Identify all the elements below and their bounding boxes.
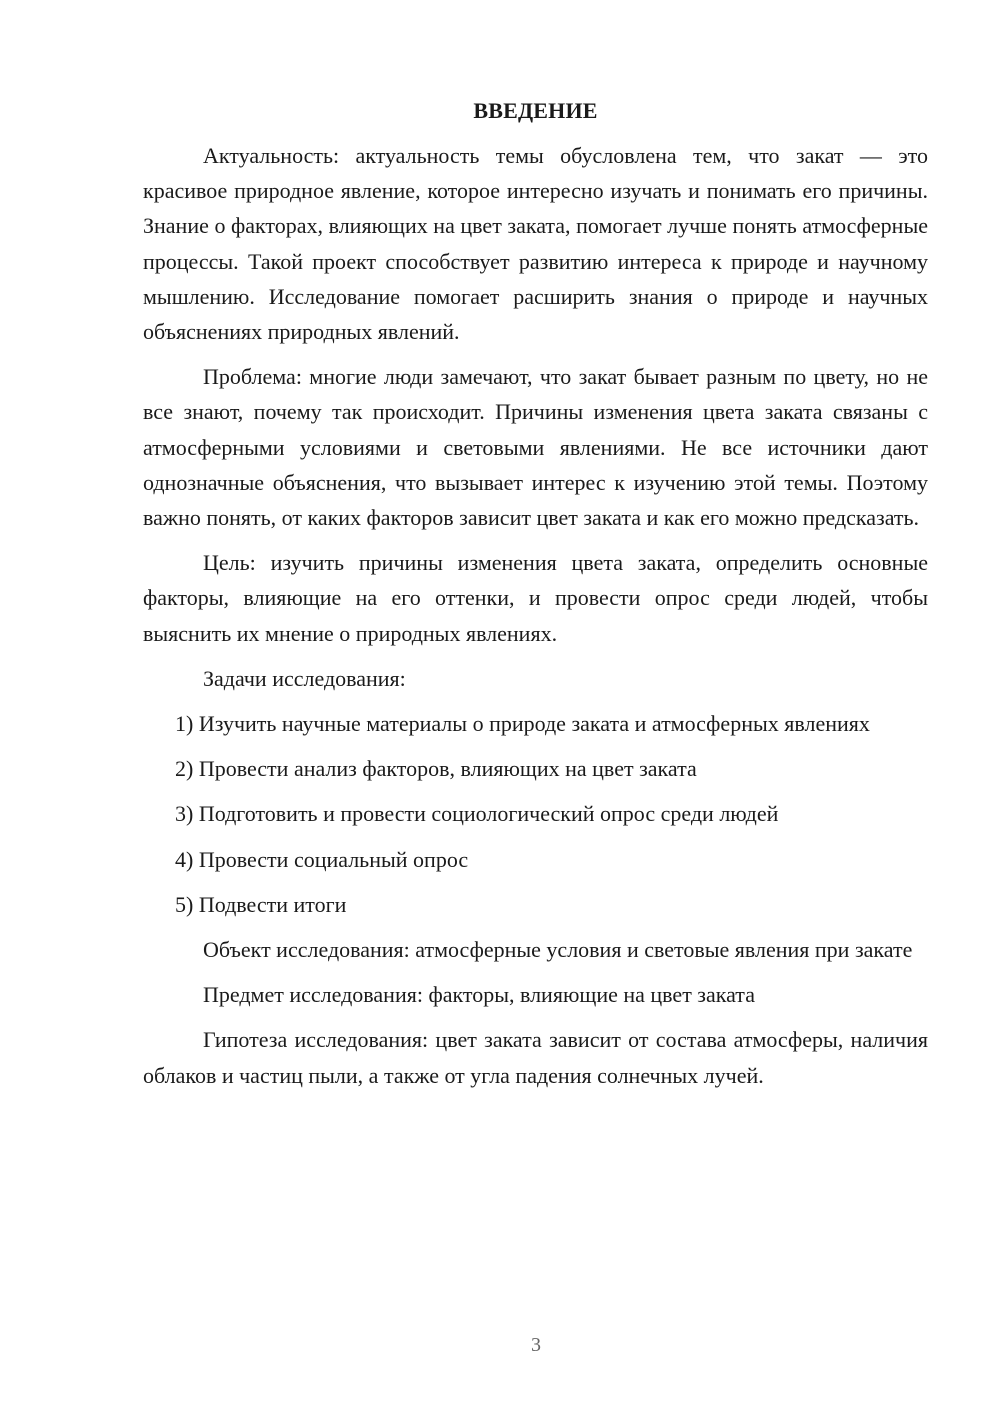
- task-item-1: 1) Изучить научные материалы о природе заката и атмосферных явлениях: [175, 711, 870, 737]
- page-number: 3: [531, 1334, 541, 1356]
- paragraph-relevance: Актуальность: актуальность темы обусловлена тем, что закат — это красивое природное явление, которое интересно изучать и понимать его причины. Знание о факторах, влияющих на цвет заката, помогает лучше понять атмосферные процессы. Такой проект способствует развитию интереса к природе и научному мышлению. Исследование помогает расширить знания о природе и научных объяснениях природных явлений.: [143, 143, 928, 345]
- task-item-2: 2) Провести анализ факторов, влияющих на цвет заката: [175, 756, 697, 782]
- task-item-4: 4) Провести социальный опрос: [175, 846, 469, 872]
- paragraph-object: Объект исследования: атмосферные условия и световые явления при закате: [203, 937, 913, 963]
- paragraph-subject: Предмет исследования: факторы, влияющие на цвет заката: [203, 982, 755, 1008]
- paragraph-problem: Проблема: многие люди замечают, что закат бывает разным по цвету, но не все знают, почему так происходит. Причины изменения цвета заката связаны с атмосферными условиями и световыми явлениями. Не все источники дают однозначные объяснения, что вызывает интерес к изучению этой темы. Поэтому важно понять, от каких факторов зависит цвет заката и как его можно предсказать.: [143, 364, 928, 531]
- section-title: ВВЕДЕНИЕ: [473, 98, 598, 123]
- task-item-5: 5) Подвести итоги: [175, 891, 347, 917]
- paragraph-hypothesis: Гипотеза исследования: цвет заката зависит от состава атмосферы, наличия облаков и частиц пыли, а также от угла падения солнечных лучей.: [143, 1027, 928, 1088]
- tasks-heading: Задачи исследования:: [203, 665, 406, 691]
- document-body: [143, 93, 928, 1103]
- task-item-3: 3) Подготовить и провести социологический опрос среди людей: [175, 801, 779, 827]
- paragraph-goal: Цель: изучить причины изменения цвета заката, определить основные факторы, влияющие на его оттенки, и провести опрос среди людей, чтобы выяснить их мнение о природных явлениях.: [143, 550, 928, 646]
